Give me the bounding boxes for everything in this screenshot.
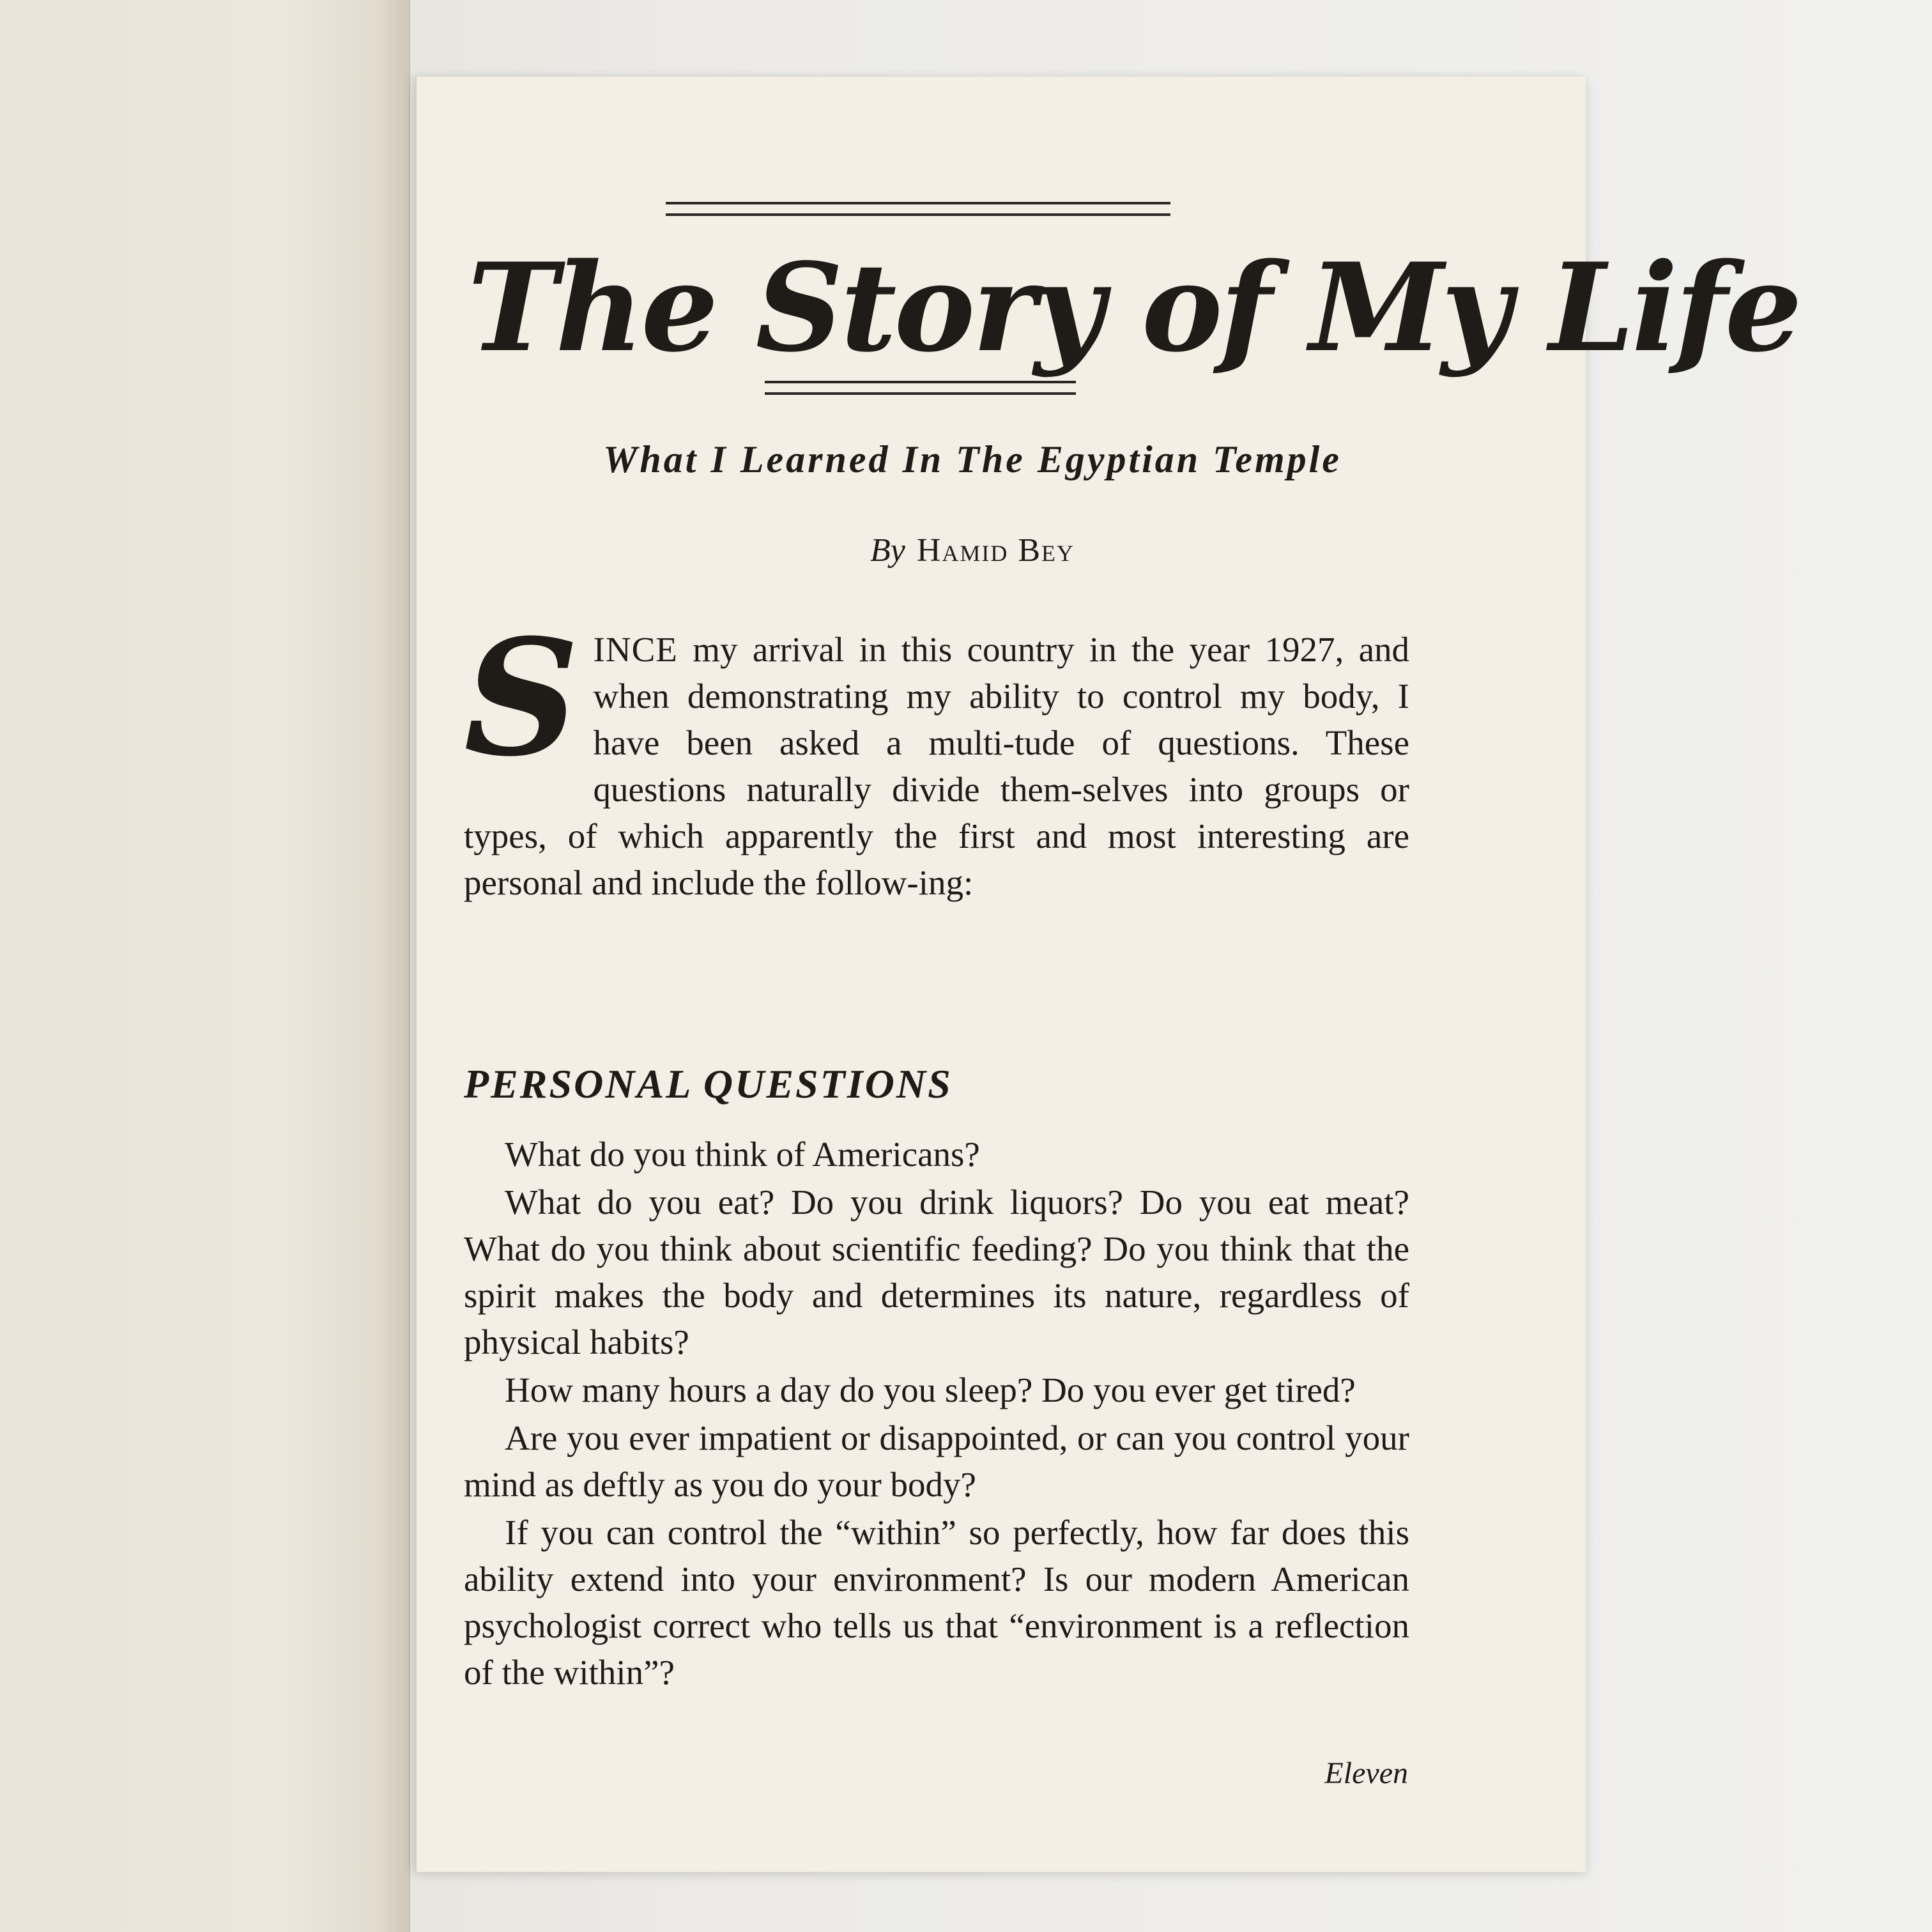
intro-paragraph: [464, 604, 1409, 906]
book-page: [415, 77, 1800, 1872]
facing-page: [0, 0, 410, 1932]
question-paragraph: How many hours a day do you sleep? Do you ever get tired?: [505, 1370, 1356, 1409]
author-name: Hamid Bey: [916, 532, 1075, 569]
question-paragraph: What do you think of Americans?: [505, 1135, 980, 1174]
byline-by: By: [870, 532, 905, 569]
question-paragraph: What do you eat? Do you drink liquors? Do you eat meat? What do you think about scientific feeding? Do you think that the spirit makes the body and determines its nature, regardless of physical habits?: [464, 1183, 1409, 1361]
byline: [493, 532, 1452, 569]
page-number: Eleven: [1324, 1756, 1408, 1790]
intro-lead-word: INCE: [593, 630, 678, 669]
questions-list: [464, 1131, 1409, 1697]
drop-cap: S: [464, 604, 579, 792]
title-rule-top: [666, 202, 1170, 216]
question-paragraph: If you can control the “within” so perfectly, how far does this ability extend into your environment? Is our modern American psychologist correct who tells us that “environment is a reflection of the within”?: [464, 1513, 1409, 1692]
page-title: The Story of My Life: [468, 236, 1800, 379]
title-rule-bottom: [765, 381, 1076, 395]
intro-text: my arrival in this country in the year 1927, and when demonstrating my ability to control my body, I have been asked a multi-tude of questions. These questions naturally divide them-selves into groups or types, of which apparently the first and most interesting are personal and include the follow-ing:: [464, 630, 1409, 902]
subtitle: What I Learned In The Egyptian Temple: [603, 438, 1342, 480]
section-heading: PERSONAL QUESTIONS: [464, 1061, 953, 1107]
question-paragraph: Are you ever impatient or disappointed, or can you control your mind as deftly as you do your body?: [464, 1418, 1409, 1504]
